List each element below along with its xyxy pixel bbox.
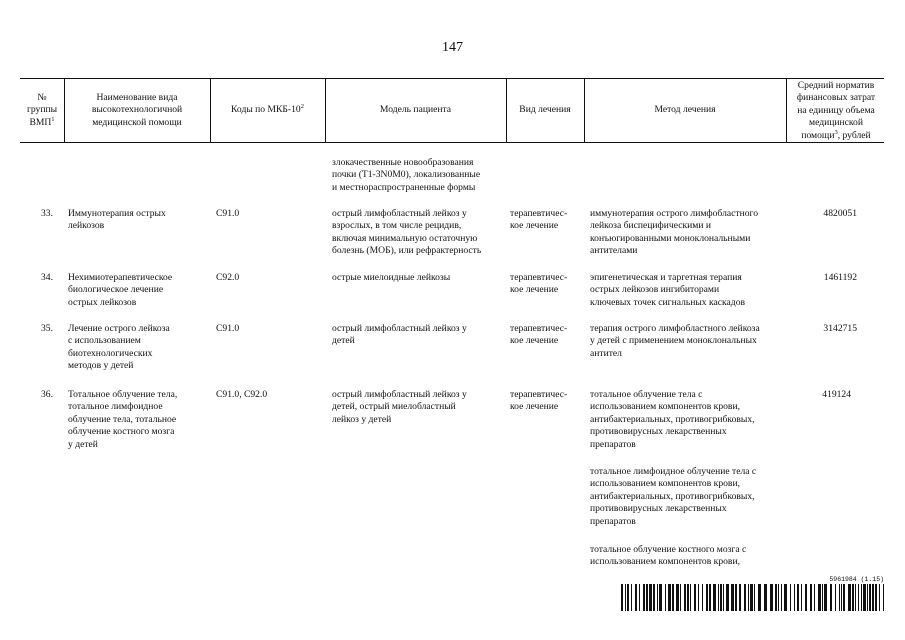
row-treatment-type: терапевтичес- кое лечение	[510, 208, 568, 232]
row-treatment-method: терапия острого лимфобластного лейкоза у детей с применением моноклональных антител	[590, 323, 760, 359]
row-patient-model: острые миелоидные лейкозы	[332, 272, 451, 283]
row-treatment-type: терапевтичес- кое лечение	[510, 323, 568, 347]
row-patient-model: острый лимфобластный лейкоз у взрослых, в том числе рецидив, включая минимальную остаточную болезнь (МОБ), или рефрактерность	[332, 208, 482, 257]
barcode-label: 5961984 (1.15)	[829, 576, 884, 583]
row-average-cost: 4820051	[823, 208, 857, 219]
row-treatment-method-2: тотальное лимфоидное облучение тела с использованием компонентов крови, антибактериальных, противогрибковых, противовирусных лекарственных препаратов	[590, 466, 757, 527]
row-treatment-method: иммунотерапия острого лимфобластного лейкоза биспецифическими и конъюгированными моноклональными антителами	[590, 208, 758, 257]
row-average-cost: 419124	[822, 389, 851, 400]
row-treatment-method: эпигенетическая и таргетная терапия острых лейкозов ингибиторами ключевых точек сигнальных каскадов	[590, 272, 746, 308]
row-care-type: Иммунотерапия острых лейкозов	[68, 208, 166, 232]
page-number: 147	[442, 40, 463, 55]
header-icd-codes: Коды по МКБ-$10^2$	[231, 102, 304, 115]
row-average-cost: 1461192	[823, 272, 857, 283]
row-patient-model: острый лимфобластный лейкоз у детей, острый миелобластный лейкоз у детей	[332, 389, 467, 425]
row-treatment-method: тотальное облучение тела с использованием компонентов крови, антибактериальных, противогрибковых, противовирусных лекарственных препаратов	[590, 389, 755, 450]
row-icd-codes: C91.0	[216, 208, 240, 219]
row-patient-model: острый лимфобластный лейкоз у детей	[332, 323, 467, 347]
row-care-type: Тотальное облучение тела, тотальное лимфоидное облучение тела, тотальное облучение костного мозга у детей	[68, 389, 178, 450]
row-treatment-method-3: тотальное облучение костного мозга с использованием компонентов крови,	[590, 544, 747, 568]
row-care-type: Нехимиотерапевтическое биологическое лечение острых лейкозов	[68, 272, 173, 308]
header-treatment-type: Вид лечения	[519, 104, 571, 115]
row-number: 33.	[41, 208, 53, 219]
header-care-type: Наименование вида высокотехнологичной медицинской помощи	[91, 92, 183, 128]
header-average-cost: Средний норматив финансовых затрат на единицу объема медицинской помощи$^3$, рублей	[796, 80, 876, 141]
header-top-rule	[20, 78, 884, 79]
row-icd-codes: C91.0, C92.0	[216, 389, 268, 400]
row-number: 34.	[41, 272, 53, 283]
barcode	[621, 576, 884, 612]
header-group-number: № группы ВМП$^1$	[26, 92, 58, 128]
header-treatment-method: Метод лечения	[654, 104, 716, 115]
barcode-icon	[621, 584, 884, 611]
barcode-bar	[883, 584, 884, 611]
header-patient-model: Модель пациента	[379, 104, 452, 115]
row-icd-codes: C92.0	[216, 272, 240, 283]
row-icd-codes: C91.0	[216, 323, 240, 334]
continuation-patient-model: злокачественные новообразования почки (T1-3N0M0), локализованные и местнораспространенные формы	[332, 157, 481, 193]
header-bottom-rule	[20, 142, 884, 143]
row-number: 35.	[41, 323, 53, 334]
row-number: 36.	[41, 389, 53, 400]
row-treatment-type: терапевтичес- кое лечение	[510, 389, 568, 413]
row-average-cost: 3142715	[823, 323, 857, 334]
row-care-type: Лечение острого лейкоза с использованием биотехнологических методов у детей	[68, 323, 170, 372]
row-treatment-type: терапевтичес- кое лечение	[510, 272, 568, 296]
